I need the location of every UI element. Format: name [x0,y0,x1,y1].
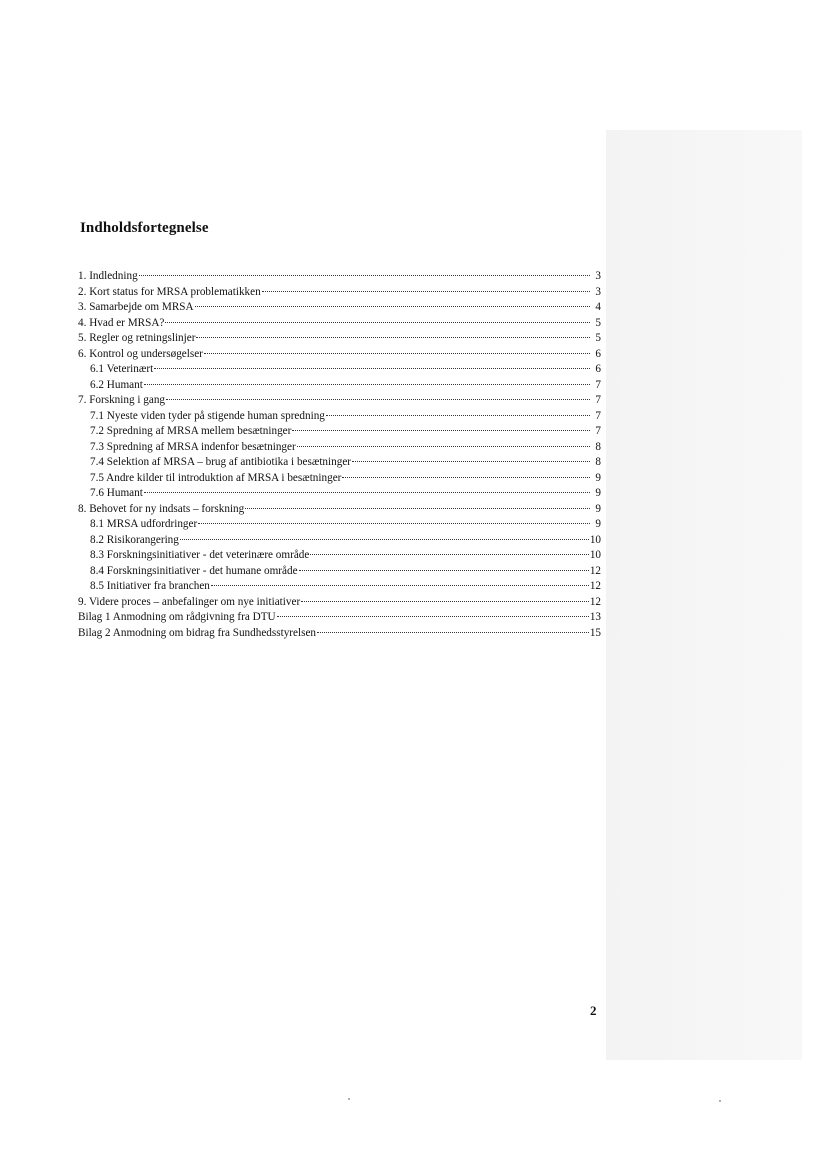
dot-leader [144,384,590,385]
toc-entry-page: 7 [595,425,601,437]
dot-leader [180,539,589,540]
toc-entry-page: 7 [595,409,601,422]
toc-entry[interactable] [78,564,601,580]
toc-entry-title: 7.6 Humant [90,487,143,499]
toc-entry[interactable] [78,269,601,285]
dot-leader [352,461,590,462]
dot-leader [144,492,590,493]
toc-entry[interactable] [78,471,601,487]
toc-entry-page: 9 [595,471,601,484]
toc-entry-title: 8.2 Risikorangering [90,533,179,546]
toc-entry-title: 9. Videre proces – anbefalinger om nye initiativer [78,595,301,608]
toc-entry[interactable] [78,579,601,595]
dot-leader [292,430,590,431]
dot-leader [196,337,590,338]
toc-entry-title: 2. Kort status for MRSA problematikken [78,285,261,298]
scan-speck [719,1100,721,1102]
toc-entry[interactable] [78,486,601,502]
toc-entry[interactable] [78,285,601,301]
dot-leader [301,601,589,602]
toc-entry[interactable] [78,610,601,626]
toc-entry-page: 8 [595,456,601,468]
toc-entry[interactable] [78,362,601,378]
toc-entry[interactable] [78,316,601,332]
dot-leader [299,570,589,571]
toc-entry-title: 1. Indledning [78,270,138,282]
toc-entry[interactable] [78,548,601,564]
toc-entry-page: 10 [589,533,601,546]
toc-entry-title: 8.4 Forskningsinitiativer - det humane område [90,564,298,577]
toc-entry-page: 5 [595,332,601,344]
toc-entry-title: 7.4 Selektion af MRSA – brug af antibiotika i besætninger [90,456,352,468]
toc-entry-title: 7.3 Spredning af MRSA indenfor besætninger [90,440,296,453]
toc-entry-page: 9 [595,518,601,530]
toc-entry[interactable] [78,409,601,425]
toc-entry-page: 3 [595,270,601,282]
toc-entry[interactable] [78,533,601,549]
toc-entry-page: 12 [589,595,601,608]
toc-entry-page: 5 [595,316,601,329]
dot-leader [297,446,590,447]
dot-leader [195,306,590,307]
toc-entry-title: 7.1 Nyeste viden tyder på stigende human spredning [90,409,325,422]
dot-leader [317,632,589,633]
toc-entry-title: 7.2 Spredning af MRSA mellem besætninger [90,425,292,437]
toc-entry-page: 9 [595,487,601,499]
toc-entry[interactable] [78,440,601,456]
scan-speck [348,1098,350,1100]
dot-leader [198,523,590,524]
toc-entry-title: 8.3 Forskningsinitiativer - det veterinære område [90,549,310,561]
toc-entry-title: 8. Behovet for ny indsats – forskning [78,502,245,515]
toc-entry-page: 8 [595,440,601,453]
dot-leader [262,291,590,292]
toc-entry-title: 3. Samarbejde om MRSA [78,301,194,313]
toc-entry-title: 4. Hvad er MRSA? [78,316,165,329]
toc-entry-title: 6. Kontrol og undersøgelser [78,347,203,360]
toc-entry-title: 7. Forskning i gang [78,394,166,406]
page-number: 2 [590,1003,597,1018]
toc-entry-title: Bilag 1 Anmodning om rådgivning fra DTU [78,611,276,623]
table-of-contents [78,269,601,641]
toc-entry-page: 15 [589,626,601,639]
toc-entry-page: 3 [595,285,601,298]
dot-leader [139,275,590,276]
toc-entry[interactable] [78,300,601,316]
dot-leader [326,415,590,416]
dot-leader [245,508,590,509]
dot-leader [204,353,590,354]
toc-entry-page: 13 [589,611,601,623]
toc-entry-page: 4 [595,301,601,313]
dot-leader [166,399,590,400]
toc-heading: Indholdsfortegnelse [80,220,209,236]
toc-entry[interactable] [78,331,601,347]
toc-entry-page: 10 [589,549,601,561]
toc-entry-page: 7 [595,394,601,406]
dot-leader [154,368,590,369]
toc-entry-page: 12 [589,580,601,592]
dot-leader [165,322,590,323]
toc-entry-page: 6 [595,347,601,360]
toc-entry-page: 12 [589,564,601,577]
dot-leader [211,585,589,586]
toc-entry-title: Bilag 2 Anmodning om bidrag fra Sundhedsstyrelsen [78,626,317,639]
toc-entry[interactable] [78,378,601,394]
toc-entry[interactable] [78,455,601,471]
toc-entry-title: 6.2 Humant [90,378,143,391]
toc-entry[interactable] [78,626,601,642]
toc-entry-page: 6 [595,363,601,375]
dot-leader [277,616,589,617]
toc-entry-page: 9 [595,502,601,515]
toc-entry-title: 7.5 Andre kilder til introduktion af MRSA i besætninger [90,471,342,484]
toc-entry[interactable] [78,424,601,440]
toc-entry-title: 5. Regler og retningslinjer [78,332,196,344]
scan-side-shade [606,130,802,1060]
toc-entry-title: 8.5 Initiativer fra branchen [90,580,210,592]
toc-entry[interactable] [78,502,601,518]
toc-entry[interactable] [78,347,601,363]
dot-leader [310,554,588,555]
toc-entry[interactable] [78,595,601,611]
toc-entry-title: 6.1 Veterinært [90,363,154,375]
toc-entry-page: 7 [595,378,601,391]
toc-entry-title: 8.1 MRSA udfordringer [90,518,198,530]
toc-entry[interactable] [78,517,601,533]
dot-leader [342,477,590,478]
toc-entry[interactable] [78,393,601,409]
